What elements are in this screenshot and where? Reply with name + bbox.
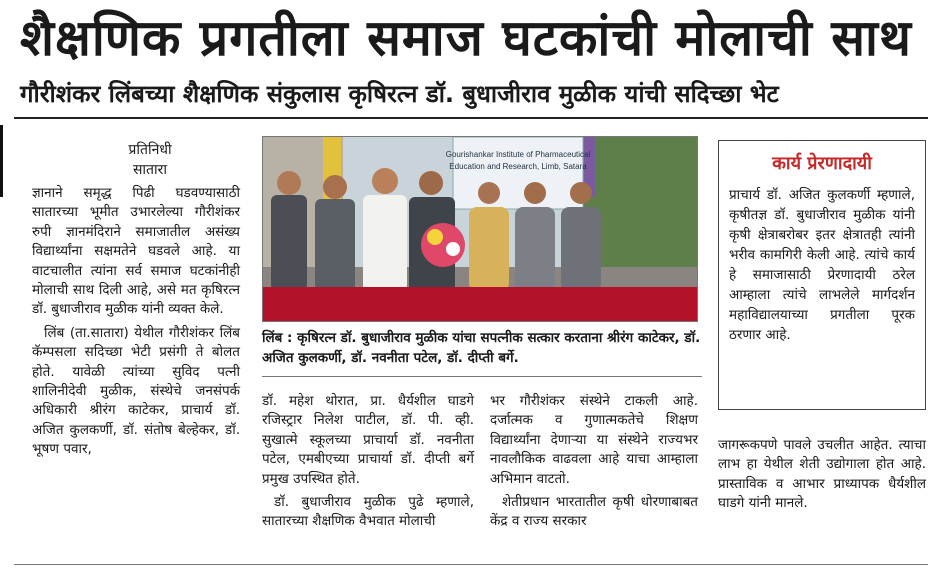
sidebar-box-body	[729, 185, 915, 345]
col3-paragraph-2: शेतीप्रधान भारतातील कृषी धोरणाबाबत केंद्र व राज्य सरकार	[490, 494, 698, 530]
byline-place: सातारा	[132, 162, 168, 178]
byline	[90, 140, 210, 180]
photo-banner-line1: Gourishankar Institute of Pharmaceutical	[445, 150, 591, 159]
sidebar-box-title: कार्य प्रेरणादायी	[772, 153, 872, 174]
news-photo	[262, 136, 698, 322]
column-4	[718, 436, 926, 514]
col2-paragraph-2: डॉ. बुधाजीराव मुळीक पुढे म्हणाले, सातारच्या शैक्षणिक वैभवात मोलाची	[262, 494, 474, 530]
photo-banner-line2: Education and Research, Limb, Satara	[449, 162, 587, 171]
subheadline: गौरीशंकर लिंबच्या शैक्षणिक संकुलास कृषिरत्न डॉ. बुधाजीराव मुळीक यांची सदिच्छा भेट	[20, 80, 779, 108]
header-rule	[14, 117, 928, 119]
photo-banner	[453, 137, 583, 209]
sidebar-box	[718, 140, 926, 410]
column-3	[490, 392, 698, 532]
col4-paragraph-1: जागरूकपणे पावले उचलीत आहेत. त्याचा लाभ हा येथील शेती उद्योगाला होत आहे. प्रास्ताविक व आभार प्राध्यापक धैर्यशील घाडगे यांनी मानले.	[718, 437, 926, 512]
col1-paragraph-2: लिंब (ता.सातारा) येथील गौरीशंकर लिंब कॅम्पसला सदिच्छा भेटी प्रसंगी ते बोलत होते. यावेळी त्यांच्या सुविद पत्नी शालिनीदेवी मुळीक, संस्थेचे जनसंपर्क अधिकारी श्रीरंग काटेकर, प्राचार्य डॉ. अजित कुलकर्णी, डॉ. संतोष बेल्हेकर, डॉ. भूषण पवार,	[32, 324, 240, 458]
photo-carpet	[263, 287, 697, 321]
photo-illustration	[263, 137, 697, 321]
left-edge-bar	[0, 125, 3, 197]
byline-reporter: प्रतिनिधी	[128, 142, 172, 158]
headline: शैक्षणिक प्रगतीला समाज घटकांची मोलाची साथ	[20, 9, 912, 67]
col1-paragraph-1: ज्ञानाने समृद्ध पिढी घडवण्यासाठी सातारच्या भूमीत उभारलेल्या गौरीशंकर रुपी ज्ञानमंदिराने समाजातील असंख्य विद्यार्थ्यांना सक्षमतेने घडवले आहे. या वाटचालीत त्यांना सर्व समाज घटकांनीही मोलाची साथ दिली आहे, असे मत कृषिरत्न डॉ. बुधाजीराव मुळीक यांनी व्यक्त केले.	[32, 185, 240, 318]
caption-separator	[262, 376, 702, 377]
column-1	[32, 184, 240, 460]
col3-paragraph-1: भर गौरीशंकर संस्थेने टाकली आहे. दर्जात्मक व गुणात्मकतेचे शिक्षण विद्यार्थ्यांना देणाऱ्या या संस्थेने राज्यभर नावलौकिक वाढवला आहे याचा आम्हाला अभिमान वाटतो.	[490, 393, 698, 487]
photo-caption: लिंब : कृषिरत्न डॉ. बुधाजीराव मुळीक यांचा सपत्नीक सत्कार करताना श्रीरंग काटेकर, डॉ. अजित कुलकर्णी, डॉ. नवनीता पटेल, डॉ. दीप्ती बर्गे.	[262, 330, 701, 366]
column-2	[262, 392, 474, 532]
col2-paragraph-1: डॉ. महेश थोरात, प्रा. धैर्यशील घाडगे रजिस्ट्रार निलेश पाटील, डॉ. पी. व्ही. सुखात्मे स्कूलच्या प्राचार्या डॉ. नवनीता पटेल, एमबीएच्या प्राचार्या डॉ. दीप्ती बर्गे प्रमुख उपस्थित होते.	[262, 393, 474, 487]
bottom-rule	[14, 564, 928, 565]
sidebar-box-text: प्राचार्य डॉ. अजित कुलकर्णी म्हणाले, कृषीतज्ञ डॉ. बुधाजीराव मुळीक यांनी कृषी क्षेत्राबरोबर इतर क्षेत्रातही त्यांनी भरीव कामगिरी केली आहे. त्यांचे कार्य हे समाजासाठी प्रेरणादायी ठरेल आम्हाला त्यांचे लाभलेले मार्गदर्शन महाविद्यालयाच्या प्रगतीला पूरक ठरणार आहे.	[729, 187, 915, 343]
